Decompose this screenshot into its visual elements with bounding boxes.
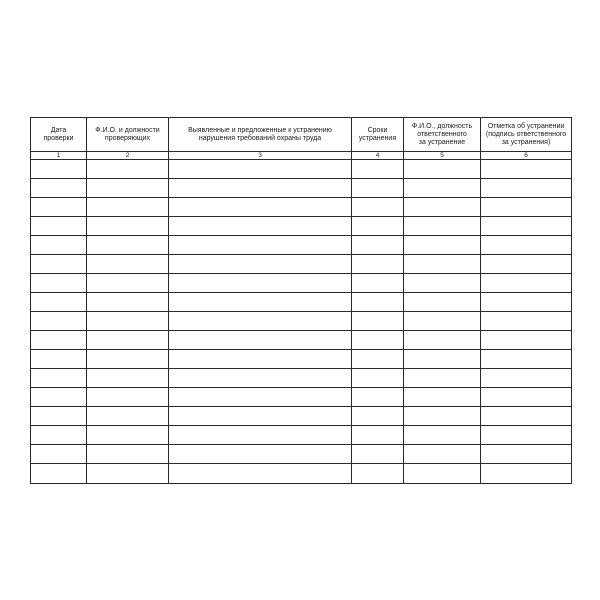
table-cell bbox=[481, 198, 572, 217]
table-row bbox=[31, 388, 572, 407]
table-cell bbox=[169, 426, 352, 445]
table-cell bbox=[31, 369, 87, 388]
table-cell bbox=[352, 388, 404, 407]
table-cell bbox=[404, 407, 481, 426]
table-cell bbox=[31, 350, 87, 369]
table-cell bbox=[481, 217, 572, 236]
table-cell bbox=[169, 160, 352, 179]
table-cell bbox=[481, 236, 572, 255]
table-cell bbox=[404, 426, 481, 445]
table-cell bbox=[87, 331, 169, 350]
column-number: 3 bbox=[169, 152, 352, 160]
table-cell bbox=[352, 312, 404, 331]
table-cell bbox=[481, 369, 572, 388]
column-header-inspectors: Ф.И.О. и должности проверяющих bbox=[87, 118, 169, 152]
table-cell bbox=[169, 388, 352, 407]
table-row bbox=[31, 464, 572, 484]
table-cell bbox=[481, 445, 572, 464]
table-cell bbox=[87, 312, 169, 331]
table-cell bbox=[352, 179, 404, 198]
journal-form bbox=[30, 117, 571, 481]
table-cell bbox=[481, 407, 572, 426]
journal-body bbox=[31, 160, 572, 484]
table-cell bbox=[169, 369, 352, 388]
table-cell bbox=[404, 255, 481, 274]
table-cell bbox=[404, 350, 481, 369]
table-cell bbox=[169, 350, 352, 369]
table-cell bbox=[352, 407, 404, 426]
table-row bbox=[31, 217, 572, 236]
table-cell bbox=[352, 369, 404, 388]
table-cell bbox=[352, 331, 404, 350]
column-number: 2 bbox=[87, 152, 169, 160]
table-row bbox=[31, 312, 572, 331]
table-cell bbox=[404, 217, 481, 236]
table-cell bbox=[352, 236, 404, 255]
table-cell bbox=[404, 293, 481, 312]
table-cell bbox=[169, 312, 352, 331]
table-row bbox=[31, 198, 572, 217]
column-number-row bbox=[31, 152, 572, 160]
table-cell bbox=[404, 160, 481, 179]
table-cell bbox=[31, 293, 87, 312]
table-cell bbox=[352, 217, 404, 236]
table-cell bbox=[352, 198, 404, 217]
table-cell bbox=[31, 464, 87, 484]
table-cell bbox=[169, 236, 352, 255]
table-row bbox=[31, 160, 572, 179]
table-row bbox=[31, 293, 572, 312]
column-header-violations: Выявленные и предложенные к устранению нарушения требований охраны труда bbox=[169, 118, 352, 152]
table-cell bbox=[481, 160, 572, 179]
table-cell bbox=[169, 274, 352, 293]
table-cell bbox=[87, 255, 169, 274]
table-cell bbox=[87, 445, 169, 464]
table-cell bbox=[352, 426, 404, 445]
column-header-date: Дата проверки bbox=[31, 118, 87, 152]
table-cell bbox=[87, 160, 169, 179]
table-cell bbox=[352, 445, 404, 464]
table-cell bbox=[481, 426, 572, 445]
column-header-responsible: Ф.И.О., должность ответственного за устранение bbox=[404, 118, 481, 152]
table-cell bbox=[404, 388, 481, 407]
table-cell bbox=[352, 350, 404, 369]
table-cell bbox=[481, 350, 572, 369]
table-cell bbox=[169, 445, 352, 464]
table-cell bbox=[404, 179, 481, 198]
table-cell bbox=[87, 198, 169, 217]
table-cell bbox=[352, 255, 404, 274]
table-cell bbox=[31, 236, 87, 255]
table-row bbox=[31, 407, 572, 426]
table-cell bbox=[481, 388, 572, 407]
table-cell bbox=[87, 388, 169, 407]
table-row bbox=[31, 331, 572, 350]
table-cell bbox=[87, 293, 169, 312]
table-cell bbox=[169, 255, 352, 274]
column-header-elimination-mark: Отметка об устранении (подпись ответственного за устранения) bbox=[481, 118, 572, 152]
table-cell bbox=[169, 179, 352, 198]
table-cell bbox=[404, 331, 481, 350]
column-number: 5 bbox=[404, 152, 481, 160]
column-number: 4 bbox=[352, 152, 404, 160]
table-cell bbox=[481, 274, 572, 293]
table-cell bbox=[31, 331, 87, 350]
table-cell bbox=[31, 217, 87, 236]
table-cell bbox=[31, 198, 87, 217]
table-cell bbox=[352, 464, 404, 484]
table-cell bbox=[87, 350, 169, 369]
table-row bbox=[31, 445, 572, 464]
column-header-deadline: Сроки устранения bbox=[352, 118, 404, 152]
table-cell bbox=[481, 293, 572, 312]
table-cell bbox=[31, 312, 87, 331]
table-row bbox=[31, 179, 572, 198]
table-cell bbox=[31, 388, 87, 407]
table-cell bbox=[31, 255, 87, 274]
table-row bbox=[31, 350, 572, 369]
table-cell bbox=[169, 198, 352, 217]
inspection-journal-table bbox=[30, 117, 572, 484]
table-cell bbox=[31, 407, 87, 426]
table-cell bbox=[352, 274, 404, 293]
table-cell bbox=[169, 217, 352, 236]
table-cell bbox=[481, 312, 572, 331]
table-cell bbox=[404, 312, 481, 331]
table-row bbox=[31, 369, 572, 388]
table-cell bbox=[169, 407, 352, 426]
table-cell bbox=[352, 293, 404, 312]
table-cell bbox=[404, 369, 481, 388]
table-row bbox=[31, 236, 572, 255]
table-cell bbox=[481, 331, 572, 350]
table-cell bbox=[404, 464, 481, 484]
header-row bbox=[31, 118, 572, 152]
table-cell bbox=[87, 464, 169, 484]
table-row bbox=[31, 255, 572, 274]
table-cell bbox=[404, 198, 481, 217]
table-cell bbox=[31, 426, 87, 445]
table-cell bbox=[404, 236, 481, 255]
table-cell bbox=[87, 217, 169, 236]
table-cell bbox=[31, 160, 87, 179]
table-cell bbox=[169, 331, 352, 350]
table-cell bbox=[31, 179, 87, 198]
table-cell bbox=[31, 274, 87, 293]
table-cell bbox=[404, 445, 481, 464]
table-cell bbox=[87, 274, 169, 293]
table-cell bbox=[404, 274, 481, 293]
column-number: 6 bbox=[481, 152, 572, 160]
table-cell bbox=[481, 255, 572, 274]
table-row bbox=[31, 426, 572, 445]
table-cell bbox=[87, 236, 169, 255]
table-row bbox=[31, 274, 572, 293]
table-cell bbox=[87, 179, 169, 198]
table-cell bbox=[169, 293, 352, 312]
table-cell bbox=[352, 160, 404, 179]
table-cell bbox=[31, 445, 87, 464]
table-cell bbox=[169, 464, 352, 484]
table-cell bbox=[87, 426, 169, 445]
table-cell bbox=[87, 407, 169, 426]
table-cell bbox=[481, 464, 572, 484]
column-number: 1 bbox=[31, 152, 87, 160]
table-cell bbox=[481, 179, 572, 198]
table-cell bbox=[87, 369, 169, 388]
